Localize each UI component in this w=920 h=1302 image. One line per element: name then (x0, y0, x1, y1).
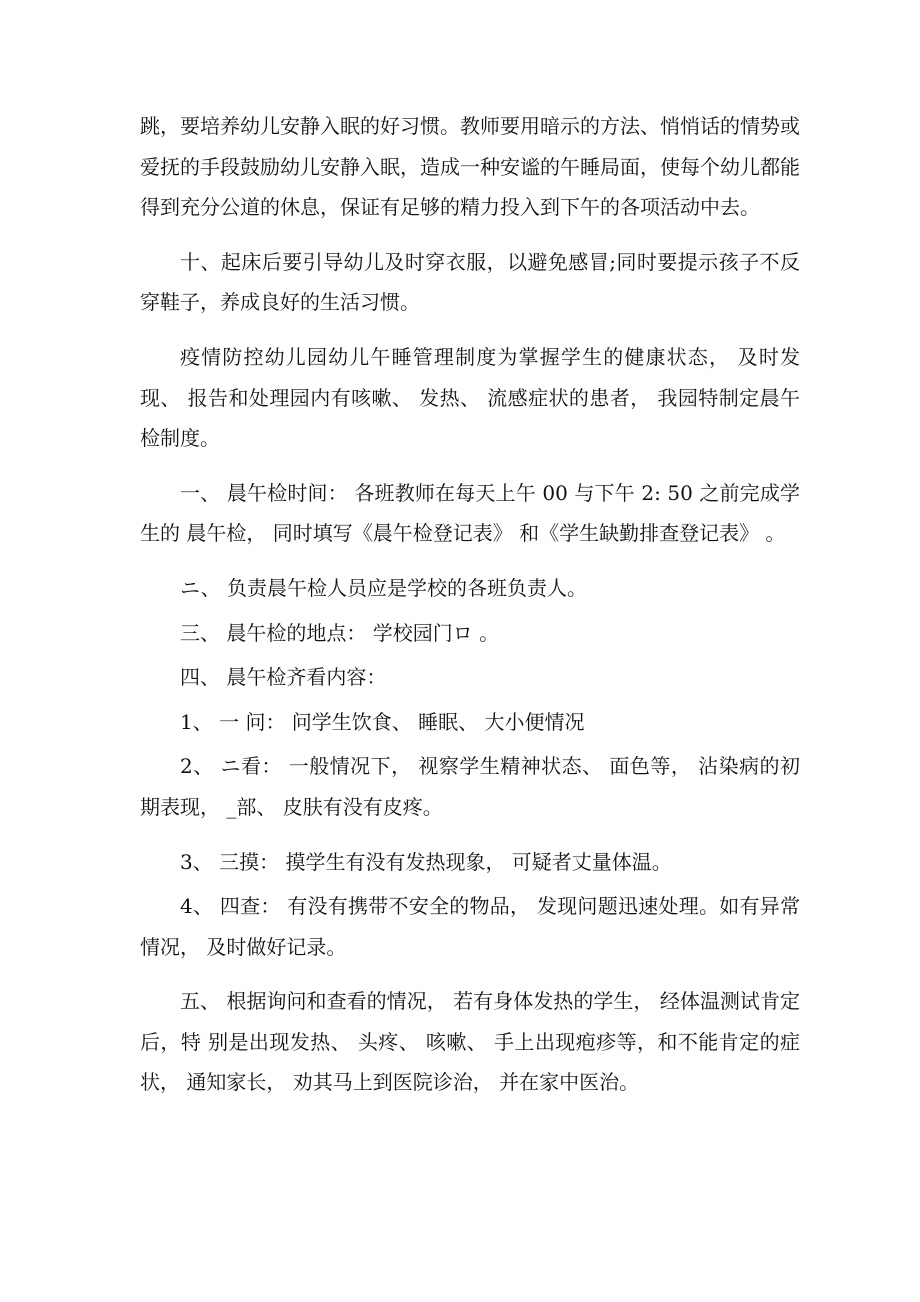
paragraph-responsible-person: ニ、 负责晨午检人员应是学校的各班负责人。 (180, 575, 587, 600)
document-body (140, 106, 800, 1117)
paragraph-intro: 疫情防控幼儿园幼儿午睡管理制度为掌握学生的健康状态， 及时发现、 报告和处理园内有咳嗽、 发热、 流感症状的患者， 我园特制定晨午检制度。 (140, 344, 800, 451)
paragraph-step-touch: 3、 三摸： 摸学生有没有发热现象， 可疑者丈量体温。 (180, 849, 672, 874)
paragraph-step-look: 2、 ニ看： 一般情况下， 视察学生精神状态、 面色等， 沾染病的初期表现， _部、 皮肤有没有皮疼。 (140, 754, 800, 819)
paragraph-nap-habits: 跳，要培养幼儿安静入眠的好习惯。教师要用暗示的方法、悄悄话的情势或爱抚的手段鼓励幼儿安静入眠，造成一种安谧的午睡局面，使每个幼儿都能得到充分公道的休息，保证有足够的精力投入到下午的各项活动中去。 (140, 114, 800, 220)
paragraph-step-check: 4、 四查： 有没有携带不安全的物品， 发现问题迅速处理。如有异常情况， 及时做好记录。 (140, 894, 800, 959)
paragraph-check-time: 一、 晨午检时间： 各班教师在每天上午 00 与下午 2: 50 之前完成学生的 晨午检， 同时填写《晨午检登记表》 和《学生缺勤排查登记表》 。 (140, 480, 800, 546)
paragraph-check-location: 三、 晨午检的地点： 学校园门ロ 。 (180, 620, 500, 645)
paragraph-item-ten: 十、起床后要引导幼儿及时穿衣服，以避免感冒;同时要提示孩子不反穿鞋子，养成良好的生活习惯。 (140, 249, 800, 315)
paragraph-step-ask: 1、 一 问： 问学生饮食、 睡眠、 大小便情况 (180, 709, 585, 734)
paragraph-check-content: 四、 晨午检齐看内容： (180, 665, 387, 690)
paragraph-item-five: 五、 根据询问和查看的情况， 若有身体发热的学生， 经体温测试肯定后，特 别是出现发热、 头疼、 咳嗽、 手上出现疱疹等，和不能肯定的症状， 通知家长， 劝其马上到医院诊治， 并在家中医治。 (140, 989, 800, 1095)
